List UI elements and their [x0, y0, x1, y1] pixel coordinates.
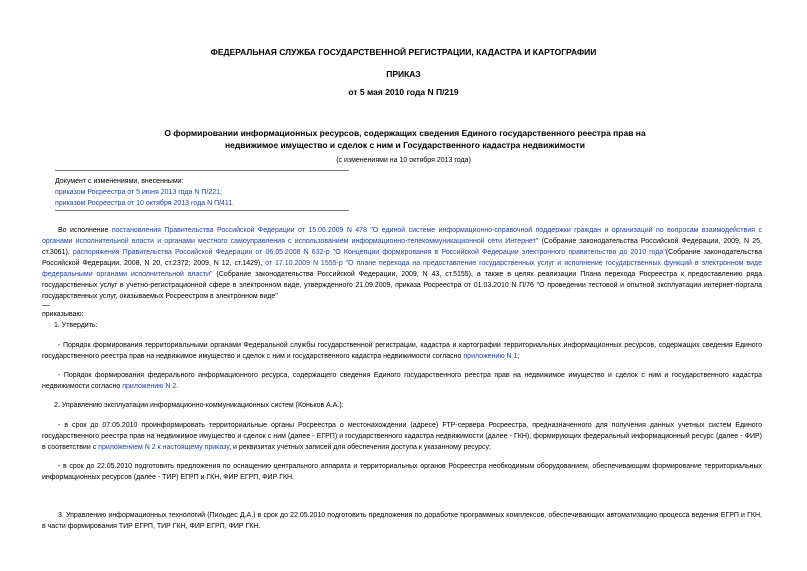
amendment-link[interactable]: приказом Росреестра от 5 июня 2013 года N П/221; — [55, 189, 222, 196]
preamble-paragraph — [42, 225, 762, 302]
item-2a-paragraph — [42, 420, 762, 453]
item-2a-end: , и реквизитах учетных записей для обеспечения доступа к указанному ресурсу; — [229, 444, 491, 451]
document-title: О формировании информационных ресурсов, содержащих сведения Единого государственного реестра прав на недвижимое имущество и сделок с ним и Государственного кадастра недвижимости — [164, 128, 646, 150]
document-date-number: от 5 мая 2010 года N П/219 — [348, 87, 459, 97]
order-632r-link[interactable]: распоряжения Правительства Российской Федерации от 06.05.2008 N 632-р "О Концепции формирования в Российской Федерации электронного правительства до 2010 года" — [72, 249, 666, 256]
item-1b-paragraph — [42, 370, 762, 392]
preamble-text: (Собрание законодательства Российской Федерации, 2008, N 20, ст.2372; 2009, N 12, ст.1429), — [42, 249, 762, 267]
punctuation: . — [176, 383, 179, 390]
item-3-paragraph: 3. Управлению информационных технологий (Пильдес Д.А.) в срок до 22.05.2010 подготовить предложения по доработке программных комплексов, обеспечивающих автоматизацию процесса ведения ЕГРП и ГКН, в части формирования ТИР ЕГРП, ТИР ГКН, ФИР ЕГРП, ФИР ГКН. — [42, 512, 762, 530]
appendix-2-order-link[interactable]: приложением N 2 к настоящему приказу — [98, 444, 230, 451]
appendix-2-link[interactable]: приложению N 2 — [122, 383, 177, 390]
separator-mark — [42, 305, 50, 306]
resolution-478-link[interactable]: постановления Правительства Российской Федерации от 15.06.2009 N 478 "О единой системе информационно-справочной поддержки граждан и организаций по вопросам взаимодействия с органами исполнительной власти и органами местного самоуправления с использованием информационно-телекоммуникационной сети Интернет" — [42, 227, 762, 245]
preamble-text: (Собрание законодательства Российской Федерации, 2009, N 43, ст.5155), а также в целях реализации Плана перехода Росреестра к предоставлению ряда государственных услуг в учетно-регистрационной сфере в электронном виде, утвержденного 21.09.2009, приказа Росреестра от 01.03.2010 N П/76 "О проведении тестовой и опытной эксплуатации интернет-портала государственных услуг, оказываемых Росреестром в электронном виде" — [42, 271, 762, 300]
amendments-bottom-rule — [55, 210, 349, 211]
item-2: 2. Управлению эксплуатации информационно-коммуникационных систем (Коньков А.А.): — [54, 402, 344, 409]
agency-name: ФЕДЕРАЛЬНАЯ СЛУЖБА ГОСУДАРСТВЕННОЙ РЕГИСТРАЦИИ, КАДАСТРА И КАРТОГРАФИИ — [210, 47, 597, 57]
appendix-1-link[interactable]: приложению N 1 — [463, 353, 518, 360]
amendments-label: Документ с изменениями, внесенными: — [55, 178, 184, 185]
order-word: приказываю: — [42, 311, 84, 318]
punctuation: ; — [517, 353, 520, 360]
item-1a-text: - Порядок формирования территориальными органами Федеральной службы государственной регистрации, кадастра и картографии территориальных информационных ресурсов, содержащих сведения Единого государственного реестра прав на недвижимое имущество и сделок с ним и государственного кадастра недвижимости согласно — [42, 342, 762, 360]
item-1b-text: - Порядок формирования федерального информационного ресурса, содержащего сведения Единого государственного реестра прав на недвижимое имущество и сделок с ним и государственного кадастра недвижимости согласно — [42, 372, 762, 390]
order-1555r-link[interactable]: от 17.10.2009 N 1555-р "О плане перехода на предоставление государственных услуг и исполнение государственных функций в электронном виде федеральными органами исполнительной власти" — [42, 260, 762, 278]
item-1a-paragraph — [42, 340, 762, 362]
preamble-text: Во исполнение — [58, 227, 112, 234]
amendments-block — [55, 176, 355, 209]
item-2b-paragraph: - в срок до 22.05.2010 подготовить предложения по оснащению центрального аппарата и территориальных органов Росреестра необходимым оборудованием, обеспечивающим формирование территориальных информационных ресурсов (далее - ТИР) ЕГРП и ГКН, ФИР ЕГРП, ФИР ГКН. — [42, 463, 762, 481]
amendments-top-rule — [55, 170, 349, 171]
item-1: 1. Утвердить: — [54, 322, 98, 329]
document-type: ПРИКАЗ — [386, 69, 421, 79]
item-2a-text: - в срок до 07.05.2010 проинформировать территориальные органы Росреестра о местонахождении (адресе) FTP-сервера Росреестра, предназначенного для получения данных учетных систем Единого государственного реестра прав на недвижимое имущество и сделок с ним (далее - ЕГРП) и государственного кадастра недвижимости (далее - ГКН), формирующих федеральный информационный ресурс (далее - ФИР) в соответствии с — [42, 422, 762, 451]
preamble-text: (Собрание законодательства Российской Федерации, 2009, N 25, ст.3061), — [42, 238, 762, 256]
revision-note: (с изменениями на 10 октября 2013 года) — [336, 157, 471, 164]
amendment-link[interactable]: приказом Росреестра от 10 октября 2013 года N П/411. — [55, 200, 235, 207]
